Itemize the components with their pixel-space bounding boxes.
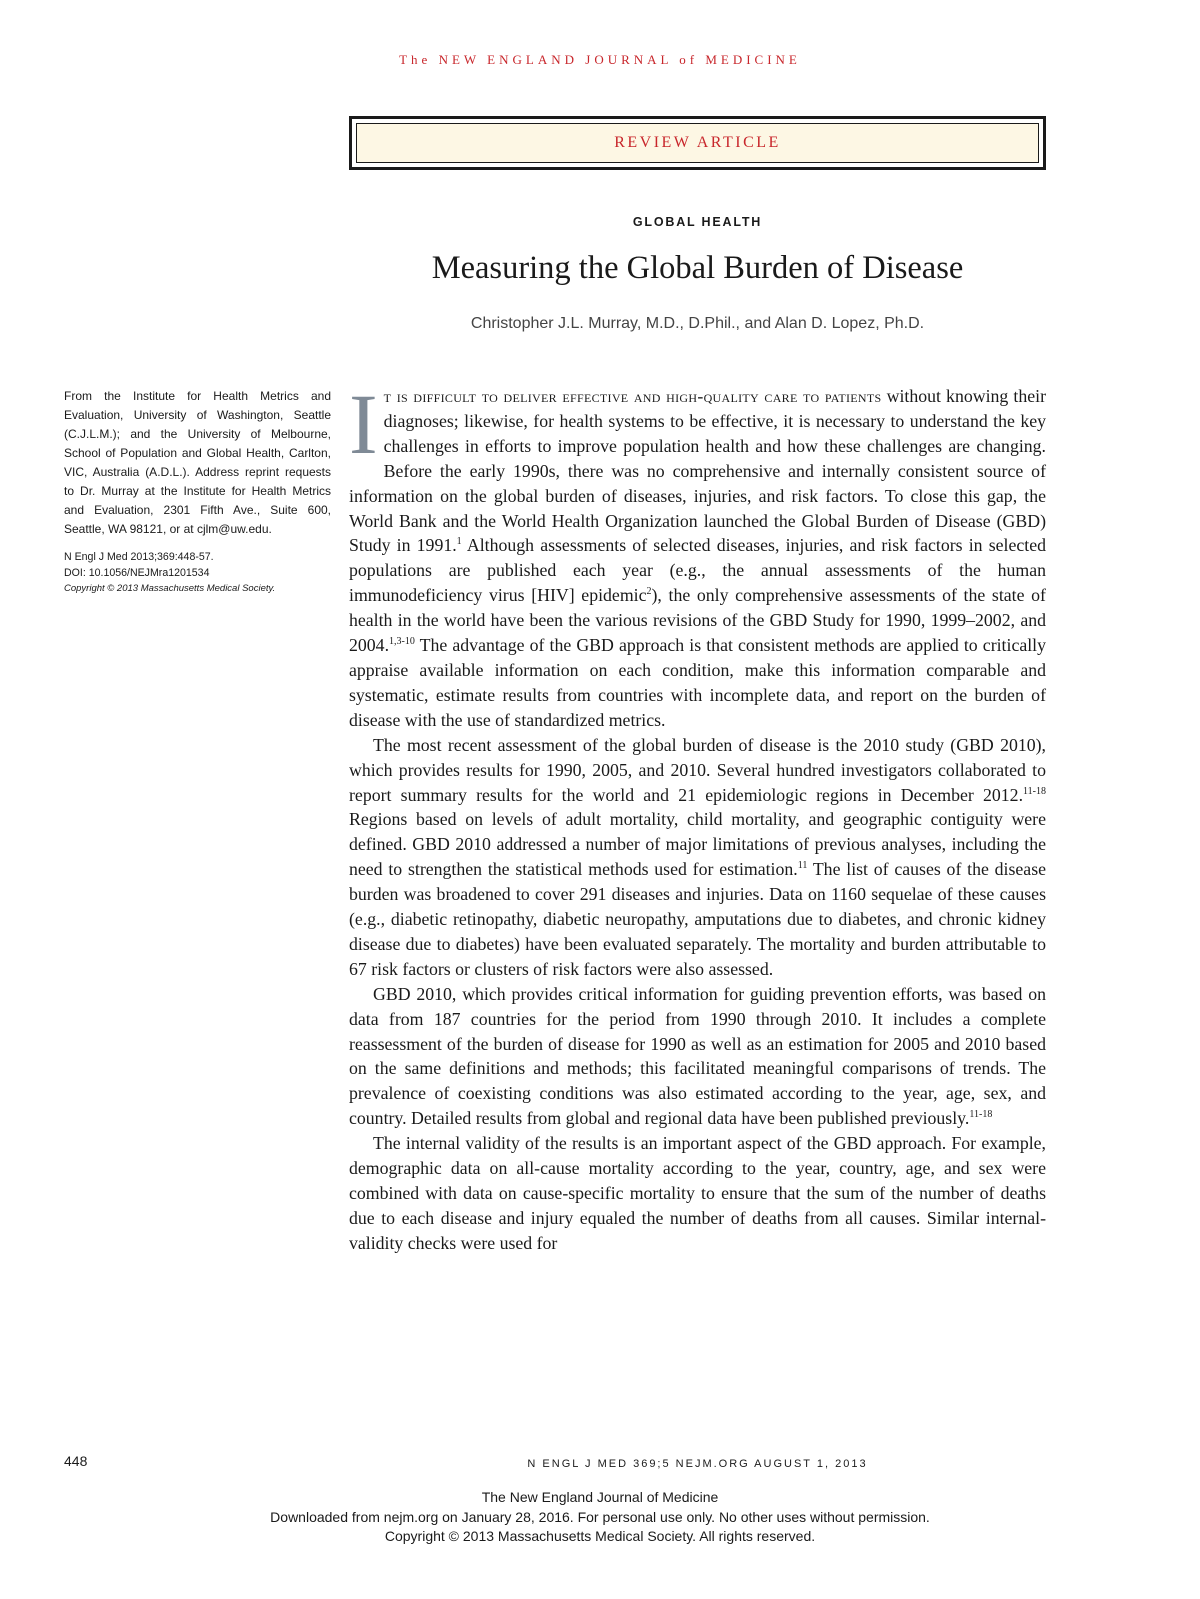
- paragraph-text: Although assessments of selected diseases, injuries, and risk factors in selected populations are published each year (e.g., the annual assessments of the human immunodeficiency virus [HIV] epidemic: [349, 535, 1046, 606]
- reference-marker: 2: [646, 586, 652, 598]
- drop-cap: I: [349, 376, 378, 472]
- paragraph-text: The most recent assessment of the global burden of disease is the 2010 study (GBD 2010), which provides results for 1990, 2005, and 2010. Several hundred investigators collaborated to report summary results for the world and 21 epidemiologic regions in December 2012.: [349, 734, 1046, 805]
- body-paragraph-1: [349, 376, 1046, 733]
- reference-marker: 11-18: [969, 1109, 993, 1121]
- sidebar-copyright: Copyright © 2013 Massachusetts Medical Society.: [64, 583, 276, 594]
- article-sidebar: [64, 387, 331, 597]
- reference-marker: 11: [797, 860, 808, 872]
- citation-reference: N Engl J Med 2013;369:448-57.: [64, 551, 214, 563]
- paragraph-text: without knowing their diagnoses; likewise, for health systems to be effective, it is necessary to understand the key challenges in efforts to improve population health and how these challenges are changing. Before the early 1990s, there was no comprehensive and internally consistent source of information on the global burden of diseases, injuries, and risk factors. To close this gap, the World Bank and the World Health Organization launched the Global Burden of Disease (GBD) Study in 1991.: [349, 386, 1046, 556]
- paragraph-text: Regions based on levels of adult mortality, child mortality, and geographic contiguity were defined. GBD 2010 addressed a number of major limitations of previous analyses, including the need to strengthen the statistical methods used for estimation.: [349, 809, 1046, 880]
- body-paragraph-4: [349, 1131, 1046, 1256]
- download-notice-journal: The New England Journal of Medicine: [481, 1489, 719, 1505]
- article-type-banner-inner: [356, 123, 1039, 163]
- author-list: Christopher J.L. Murray, M.D., D.Phil., and Alan D. Lopez, Ph.D.: [470, 315, 925, 332]
- article-body: [349, 376, 1047, 1256]
- running-footer: N ENGL J MED 369;5 NEJM.ORG AUGUST 1, 2013: [527, 1458, 868, 1470]
- author-affiliations: From the Institute for Health Metrics and Evaluation, University of Washington, Seattle (C.J.L.M.); and the University of Melbourne, School of Population and Global Health, Carlton, VIC, Australia (A.D.L.). Address reprint requests to Dr. Murray at the Institute for Health Metrics and Evaluation, 2301 Fifth Ave., Suite 600, Seattle, WA 98121, or at cjlm@uw.edu.: [64, 389, 331, 536]
- citation-doi: DOI: 10.1056/NEJMra1201534: [64, 567, 210, 579]
- article-type-banner: [349, 116, 1046, 170]
- article-title: Measuring the Global Burden of Disease: [431, 250, 964, 286]
- download-notice: [0, 1488, 1200, 1547]
- body-paragraph-2: [349, 733, 1046, 982]
- reference-marker: 1,3-10: [389, 636, 415, 648]
- section-label: GLOBAL HEALTH: [632, 215, 763, 229]
- paragraph-text: GBD 2010, which provides critical information for guiding prevention efforts, was based on data from 187 countries for the period from 1990 through 2010. It includes a complete reassessment of the burden of disease for 1990 as well as an estimation for 2005 and 2010 based on the same definitions and methods; this facilitated meaningful comparisons of trends. The prevalence of coexisting conditions was also estimated according to the year, age, sex, and country. Detailed results from global and regional data have been published previously.: [349, 983, 1046, 1129]
- lead-in-text: t is difficult to deliver effective and high-quality care to patients: [383, 386, 882, 406]
- download-notice-copyright: Copyright © 2013 Massachusetts Medical Society. All rights reserved.: [384, 1528, 816, 1544]
- paragraph-text: The internal validity of the results is an important aspect of the GBD approach. For example, demographic data on all-cause mortality according to the year, country, age, and sex were combined with data on cause-specific mortality to ensure that the sum of the number of deaths due to each disease and injury equaled the number of deaths from all causes. Similar internal-validity checks were used for: [349, 1133, 1046, 1253]
- download-notice-terms: Downloaded from nejm.org on January 28, 2016. For personal use only. No other uses without permission.: [270, 1508, 930, 1525]
- paragraph-text: The advantage of the GBD approach is that consistent methods are applied to critically appraise available information on each condition, make this information comparable and systematic, estimate results from countries with incomplete data, and report on the burden of disease with the use of standardized metrics.: [349, 635, 1046, 730]
- reference-marker: 1: [456, 536, 462, 548]
- reference-marker: 11-18: [1023, 785, 1046, 797]
- body-paragraph-3: [349, 982, 1046, 1131]
- journal-header: The NEW ENGLAND JOURNAL of MEDICINE: [399, 52, 801, 67]
- paragraph-text: The list of causes of the disease burden was broadened to cover 291 diseases and injuries. Data on 1160 sequelae of these causes (e.g., diabetic retinopathy, diabetic neuropathy, amputations due to diabetes, and chronic kidney disease due to diabetes) have been evaluated separately. The mortality and burden attributable to 67 risk factors or clusters of risk factors were also assessed.: [349, 859, 1047, 979]
- citation-block: [64, 549, 331, 597]
- article-type-label: REVIEW ARTICLE: [614, 134, 781, 151]
- paragraph-text: ), the only comprehensive assessments of the state of health in the world have been the various revisions of the GBD Study for 1990, 1999–2002, and 2004.: [349, 585, 1046, 656]
- page-number: 448: [64, 1453, 88, 1469]
